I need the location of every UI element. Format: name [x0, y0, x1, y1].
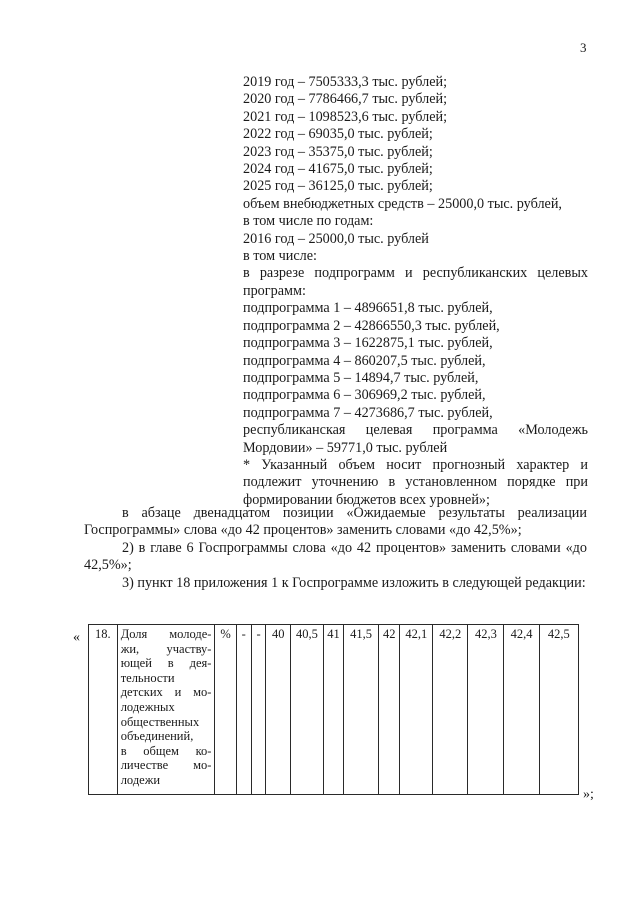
funding-line: 2019 год – 7505333,3 тыс. рублей; — [243, 74, 448, 90]
value-cell: 42,5 — [539, 625, 578, 795]
funding-block — [243, 74, 588, 509]
value-cell: 42,1 — [400, 625, 433, 795]
empty-value-cell: - — [236, 625, 251, 795]
paragraph-text: 2) в главе 6 Госпрограммы слова «до 42 процентов» заменить словами «до 42,5%»; — [84, 540, 587, 574]
description-line: жи, участву- — [120, 641, 212, 656]
description-line: в общем ко- — [120, 743, 212, 758]
funding-line: в том числе: — [243, 248, 317, 265]
description-line: лодежи — [120, 772, 161, 787]
page-number: 3 — [580, 40, 587, 55]
description-line: детских и мо- — [120, 685, 212, 700]
paragraph-twelfth — [84, 505, 587, 540]
subprogram-line: подпрограмма 6 – 306969,2 тыс. рублей, — [243, 387, 486, 404]
description-line: личестве мо- — [120, 758, 212, 773]
funding-line: 2025 год – 36125,0 тыс. рублей; — [243, 178, 433, 195]
subprogram-intro: в разрезе подпрограмм и республиканских целевых программ: — [243, 265, 588, 299]
subprogram-line: подпрограмма 5 – 14894,7 тыс. рублей, — [243, 369, 479, 386]
republic-program: республиканская целевая программа «Молодежь Мордовии» – 59771,0 тыс. рублей — [243, 422, 588, 456]
indicator-description — [117, 625, 215, 795]
funding-line: 2016 год – 25000,0 тыс. рублей — [243, 230, 429, 247]
funding-line: 2020 год – 7786466,7 тыс. рублей; — [243, 91, 448, 108]
description-line: ющей в дея- — [120, 656, 212, 671]
subprogram-line: подпрограмма 7 – 4273686,7 тыс. рублей, — [243, 404, 493, 421]
subprogram-line: подпрограмма 4 – 860207,5 тыс. рублей, — [243, 352, 486, 369]
paragraph-text: 3) пункт 18 приложения 1 к Госпрограмме изложить в следующей редакции: — [122, 575, 586, 591]
description-line: тельности — [120, 670, 175, 685]
value-cell: 42,4 — [504, 625, 539, 795]
funding-line: 2022 год – 69035,0 тыс. рублей; — [243, 126, 433, 143]
indicator-table — [88, 624, 579, 795]
funding-line: объем внебюджетных средств – 25000,0 тыс. рублей, — [243, 195, 562, 212]
subprogram-line: подпрограмма 1 – 4896651,8 тыс. рублей, — [243, 300, 493, 317]
value-cell: 40 — [266, 625, 290, 795]
value-cell: 41,5 — [344, 625, 379, 795]
funding-line: в том числе по годам: — [243, 213, 374, 230]
description-line: Доля молоде- — [120, 627, 212, 641]
subprogram-line: подпрограмма 3 – 1622875,1 тыс. рублей, — [243, 335, 493, 352]
value-cell: 40,5 — [290, 625, 323, 795]
paragraph-chapter-6 — [84, 540, 587, 575]
value-cell: 42 — [379, 625, 400, 795]
value-cell: 42,2 — [433, 625, 468, 795]
row-number: 18. — [89, 625, 118, 795]
value-cell: 42,3 — [468, 625, 504, 795]
subprogram-line: подпрограмма 2 – 42866550,3 тыс. рублей, — [243, 317, 500, 334]
description-line: общественных — [120, 714, 200, 729]
description-line: объединений, — [120, 729, 194, 744]
unit-cell: % — [215, 625, 236, 795]
paragraph-text: в абзаце двенадцатом позиции «Ожидаемые результаты реализации Госпрограммы» слова «до 42 процентов» заменить словами «до 42,5%»; — [84, 505, 587, 539]
description-line: лодежных — [120, 699, 175, 714]
table-row — [89, 625, 579, 795]
footnote: * Указанный объем носит прогнозный характер и подлежит уточнению в установленном порядке при формировании бюджетов всех уровней»; — [243, 456, 588, 508]
funding-line: 2024 год – 41675,0 тыс. рублей; — [243, 161, 433, 178]
close-quote: »; — [583, 787, 594, 802]
funding-line: 2021 год – 1098523,6 тыс. рублей; — [243, 108, 448, 125]
value-cell: 41 — [323, 625, 343, 795]
open-quote: « — [73, 630, 80, 645]
paragraph-item-18 — [84, 575, 587, 592]
funding-line: 2023 год – 35375,0 тыс. рублей; — [243, 143, 433, 160]
empty-value-cell: - — [251, 625, 266, 795]
